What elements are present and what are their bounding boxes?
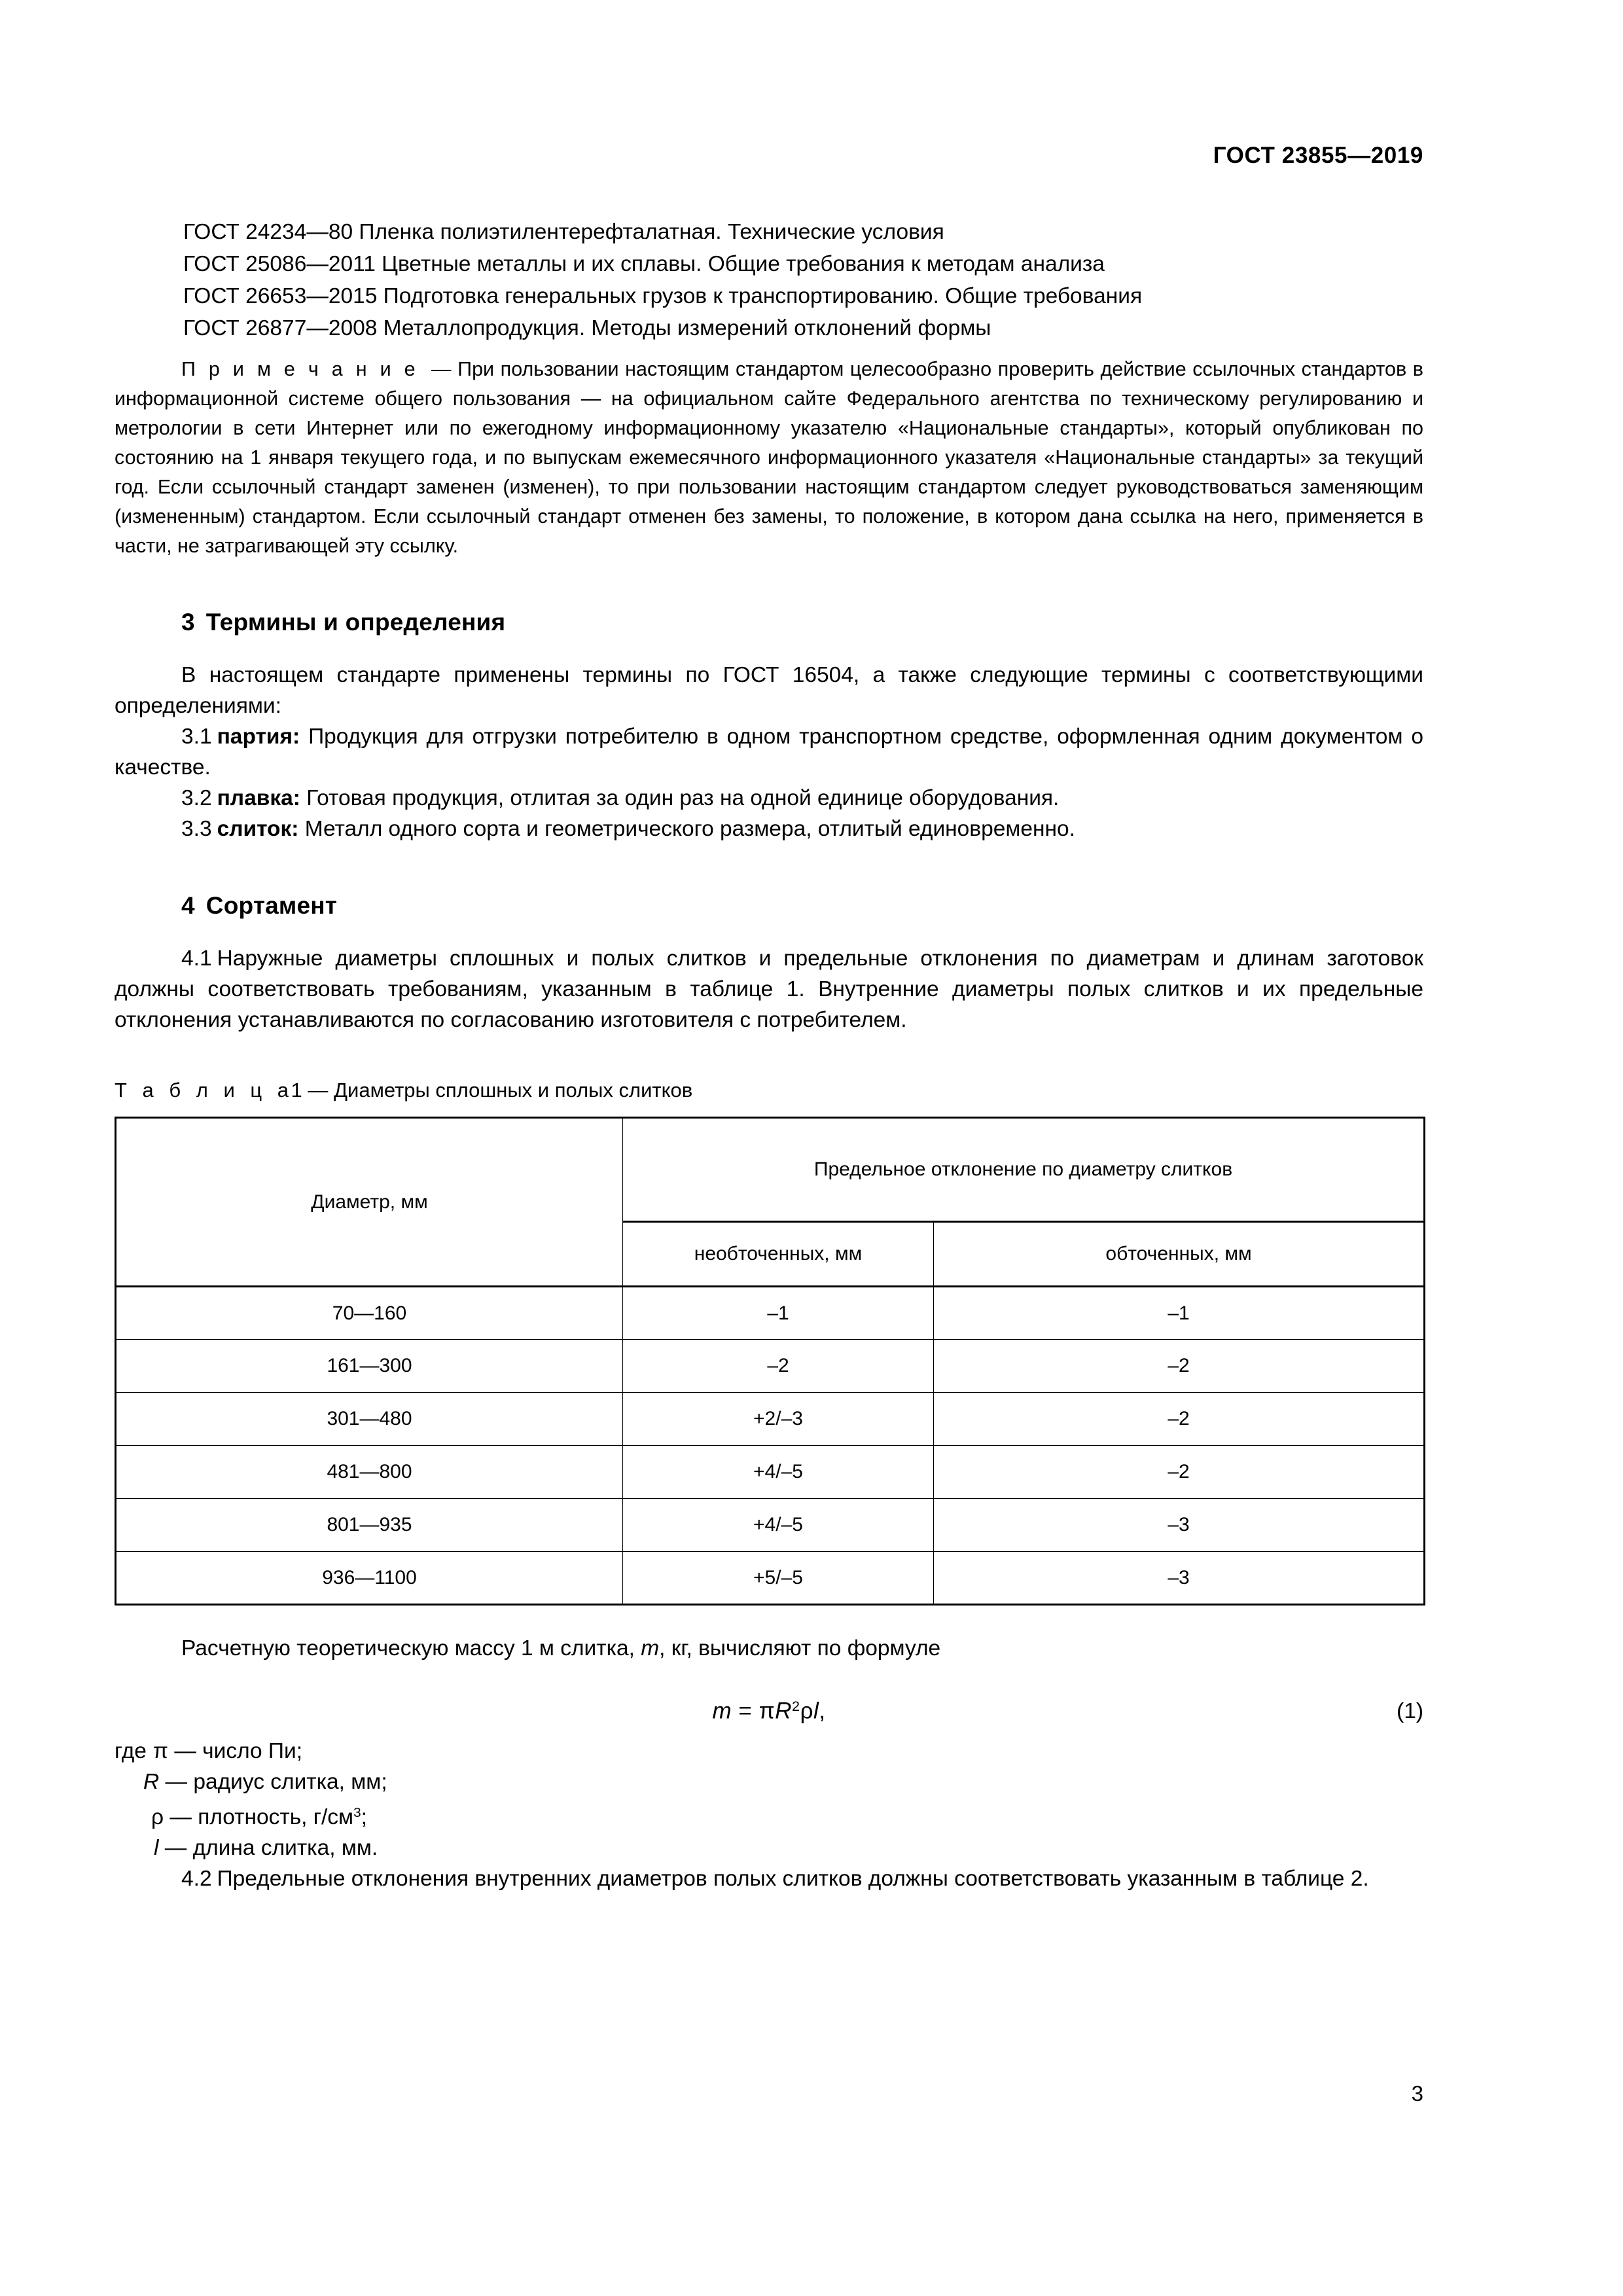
table-row <box>116 1340 1425 1393</box>
clause-number: 4.2 <box>181 1866 212 1891</box>
cell-diameter: 801—935 <box>116 1499 623 1552</box>
cell-machined: –1 <box>934 1287 1425 1340</box>
cell-machined: –2 <box>934 1340 1425 1393</box>
cell-rough: +4/–5 <box>623 1446 934 1499</box>
formula-R: R <box>775 1698 792 1724</box>
term-definition-3-3 <box>115 814 1423 844</box>
page-number: 3 <box>1411 2081 1423 2106</box>
pi-symbol: π <box>758 1698 776 1724</box>
table-row <box>116 1287 1425 1340</box>
section-3-title: Термины и определения <box>205 609 506 636</box>
cell-rough: –1 <box>623 1287 934 1340</box>
clause-4-2 <box>115 1863 1423 1894</box>
cell-rough: +2/–3 <box>623 1393 934 1446</box>
formula-equals: = <box>738 1698 753 1724</box>
formula-1-line <box>115 1698 1423 1736</box>
table-caption-number: 1 <box>291 1079 302 1102</box>
table-1-diameters <box>115 1117 1425 1605</box>
variable-rho <box>115 1797 1423 1833</box>
running-header: ГОСТ 23855—2019 <box>1213 143 1423 168</box>
reference-item: ГОСТ 25086—2011 Цветные металлы и их сплавы. Общие требования к методам анализа <box>183 252 1105 276</box>
variable-symbol: l <box>154 1835 159 1860</box>
term-text: Продукция для отгрузки потребителю в одном транспортном средстве, оформленная одним документом о качестве. <box>115 725 1423 780</box>
term-definition-3-1 <box>115 721 1423 783</box>
table-1-head <box>116 1118 1425 1287</box>
note-text: При пользовании настоящим стандартом целесообразно проверить действие ссылочных стандартов в информационной системе общего пользования — на официальном сайте Федерального агентства по техническому регулированию и метрологии в сети Интернет или по ежегодному информационному указателю «Национальные стандарты», который опубликован по состоянию на 1 января текущего года, и по выпускам ежемесячного информационного указателя «Национальные стандарты» за текущий год. Если ссылочный стандарт заменен (изменен), то при пользовании настоящим стандартом следует руководствоваться заменяющим (измененным) стандартом. Если ссылочный стандарт отменен без замены, то положение, в котором дана ссылка на него, применяется в части, не затрагивающей эту ссылку. <box>115 358 1423 557</box>
cell-rough: +5/–5 <box>623 1552 934 1605</box>
cell-machined: –3 <box>934 1499 1425 1552</box>
formula-lead-before: Расчетную теоретическую массу 1 м слитка, <box>181 1636 635 1660</box>
formula-comma: , <box>819 1698 826 1724</box>
cell-diameter: 161—300 <box>116 1340 623 1393</box>
cell-rough: –2 <box>623 1340 934 1393</box>
table-caption-word: Т а б л и ц а <box>115 1079 294 1102</box>
formula-variable-list <box>115 1736 1423 1863</box>
term-definition-3-2 <box>115 783 1423 814</box>
term-clause: 3.1 <box>181 725 212 749</box>
variable-text: радиус слитка, мм; <box>193 1770 387 1794</box>
table-row <box>116 1446 1425 1499</box>
variable-tail: ; <box>361 1804 367 1829</box>
cell-diameter: 936—1100 <box>116 1552 623 1605</box>
variable-dash: — <box>174 1739 196 1763</box>
clause-number: 4.1 <box>181 946 212 971</box>
section-4-title: Сортамент <box>205 892 338 919</box>
note-label: П р и м е ч а н и е <box>181 358 419 380</box>
table-header-row-top <box>116 1118 1425 1222</box>
variable-symbol: R <box>143 1770 160 1794</box>
variable-dash: — <box>165 1770 188 1794</box>
variable-text: число Пи; <box>202 1739 303 1763</box>
table-row <box>116 1552 1425 1605</box>
variable-R <box>115 1767 1423 1797</box>
reference-item: ГОСТ 26653—2015 Подготовка генеральных грузов к транспортированию. Общие требования <box>183 284 1143 308</box>
header-rough: необточенных, мм <box>623 1222 934 1287</box>
formula-exponent: 2 <box>792 1698 800 1714</box>
note-block <box>115 355 1423 561</box>
section-4-number: 4 <box>181 892 195 919</box>
normative-reference-list <box>115 216 1423 344</box>
cell-machined: –2 <box>934 1446 1425 1499</box>
section-4-heading <box>115 892 1423 920</box>
section-3-heading <box>115 609 1423 636</box>
section-3-intro: В настоящем стандарте применены термины по ГОСТ 16504, а также следующие термины с соответствующими определениями: <box>115 663 1423 718</box>
header-diameter: Диаметр, мм <box>116 1118 623 1287</box>
variable-text: плотность, г/см <box>198 1804 354 1829</box>
cell-machined: –3 <box>934 1552 1425 1605</box>
variable-l <box>115 1833 1423 1863</box>
variable-symbol: ρ <box>151 1804 164 1829</box>
formula-lead-symbol: m <box>641 1636 660 1660</box>
reference-item: ГОСТ 24234—80 Пленка полиэтилентерефталатная. Технические условия <box>183 220 944 244</box>
term-text: Готовая продукция, отлитая за один раз на одной единице оборудования. <box>306 786 1060 810</box>
cell-machined: –2 <box>934 1393 1425 1446</box>
formula-l: l <box>813 1698 819 1724</box>
table-caption-dash: — <box>308 1079 329 1102</box>
header-machined: обточенных, мм <box>934 1222 1425 1287</box>
variable-symbol: π <box>152 1739 169 1763</box>
rho-symbol: ρ <box>800 1698 813 1724</box>
formula-lhs: m <box>712 1698 732 1724</box>
formula-1-expression <box>115 1698 1423 1724</box>
term-name: партия: <box>217 725 300 749</box>
clause-4-1 <box>115 943 1423 1035</box>
where-lead: где <box>115 1739 147 1763</box>
cell-diameter: 70—160 <box>116 1287 623 1340</box>
formula-1-number: (1) <box>1397 1699 1423 1723</box>
cell-diameter: 481—800 <box>116 1446 623 1499</box>
term-name: слиток: <box>217 817 299 841</box>
term-text: Металл одного сорта и геометрического размера, отлитый единовременно. <box>304 817 1075 841</box>
term-name: плавка: <box>217 786 300 810</box>
clause-text: Наружные диаметры сплошных и полых слитков и предельные отклонения по диаметрам и длинам заготовок должны соответствовать требованиям, указанным в таблице 1. Внутренние диаметры полых слитков и их предельные отклонения устанавливаются по согласованию изготовителя с потребителем. <box>115 946 1423 1032</box>
table-caption-title: Диаметры сплошных и полых слитков <box>334 1079 693 1102</box>
variable-text: длина слитка, мм. <box>192 1835 378 1860</box>
clause-text: Предельные отклонения внутренних диаметров полых слитков должны соответствовать указанным в таблице 2. <box>217 1866 1369 1891</box>
formula-lead-after: , кг, вычисляют по формуле <box>659 1636 941 1660</box>
variable-dash: — <box>169 1804 192 1829</box>
term-clause: 3.3 <box>181 817 212 841</box>
reference-item: ГОСТ 26877—2008 Металлопродукция. Методы измерений отклонений формы <box>183 316 991 340</box>
note-dash: — <box>431 358 452 380</box>
term-clause: 3.2 <box>181 786 212 810</box>
table-row <box>116 1393 1425 1446</box>
page-content <box>115 216 1423 1894</box>
section-3-number: 3 <box>181 609 195 636</box>
cell-rough: +4/–5 <box>623 1499 934 1552</box>
header-deviation-group: Предельное отклонение по диаметру слитков <box>623 1118 1425 1222</box>
variable-dash: — <box>164 1835 187 1860</box>
cell-diameter: 301—480 <box>116 1393 623 1446</box>
formula-lead-in <box>115 1633 1423 1664</box>
table-1-caption <box>115 1076 1423 1105</box>
variable-pi <box>115 1736 1423 1767</box>
table-1-body <box>116 1287 1425 1605</box>
variable-superscript: 3 <box>353 1805 361 1820</box>
table-row <box>116 1499 1425 1552</box>
